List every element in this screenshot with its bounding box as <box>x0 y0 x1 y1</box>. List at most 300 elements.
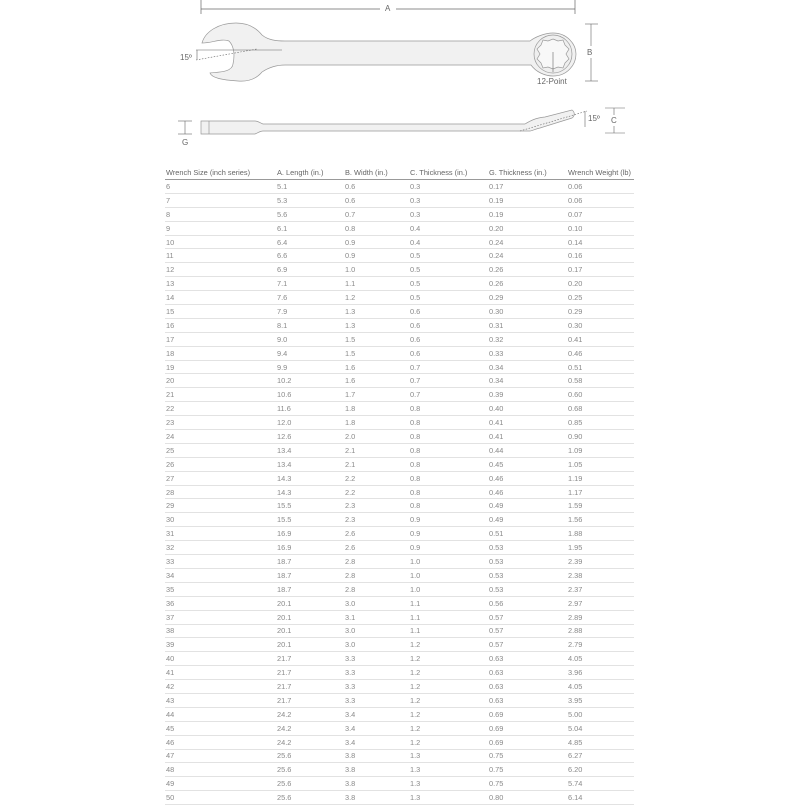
cell-length: 18.7 <box>276 582 344 596</box>
table-row <box>165 180 634 194</box>
table-row <box>165 791 634 805</box>
table-row <box>165 485 634 499</box>
cell-weight: 1.56 <box>567 513 634 527</box>
cell-g-thickness: 0.53 <box>488 568 567 582</box>
dimension-g-label: G <box>182 138 189 147</box>
cell-weight: 1.05 <box>567 457 634 471</box>
cell-c-thickness: 0.7 <box>409 374 488 388</box>
cell-c-thickness: 0.9 <box>409 541 488 555</box>
table-row <box>165 332 634 346</box>
cell-weight: 0.85 <box>567 416 634 430</box>
cell-width: 1.3 <box>344 318 409 332</box>
cell-weight: 0.14 <box>567 235 634 249</box>
table-row <box>165 235 634 249</box>
cell-wrench-size: 40 <box>165 652 276 666</box>
table-row <box>165 374 634 388</box>
cell-g-thickness: 0.24 <box>488 249 567 263</box>
table-row <box>165 471 634 485</box>
cell-c-thickness: 1.0 <box>409 568 488 582</box>
cell-width: 1.8 <box>344 402 409 416</box>
cell-g-thickness: 0.69 <box>488 721 567 735</box>
cell-weight: 2.79 <box>567 638 634 652</box>
cell-length: 12.0 <box>276 416 344 430</box>
table-row <box>165 388 634 402</box>
cell-width: 2.6 <box>344 527 409 541</box>
cell-width: 1.5 <box>344 332 409 346</box>
cell-c-thickness: 1.2 <box>409 707 488 721</box>
cell-width: 3.3 <box>344 666 409 680</box>
wrench-drawing <box>0 0 800 160</box>
header-g-thickness: G. Thickness (in.) <box>488 166 567 180</box>
table-row <box>165 652 634 666</box>
cell-width: 1.8 <box>344 416 409 430</box>
cell-wrench-size: 30 <box>165 513 276 527</box>
cell-c-thickness: 1.2 <box>409 638 488 652</box>
cell-c-thickness: 1.2 <box>409 652 488 666</box>
cell-c-thickness: 0.5 <box>409 249 488 263</box>
cell-c-thickness: 0.5 <box>409 263 488 277</box>
cell-wrench-size: 43 <box>165 693 276 707</box>
cell-length: 11.6 <box>276 402 344 416</box>
cell-g-thickness: 0.57 <box>488 610 567 624</box>
cell-length: 15.5 <box>276 513 344 527</box>
cell-width: 3.1 <box>344 610 409 624</box>
cell-width: 3.0 <box>344 596 409 610</box>
table-row <box>165 318 634 332</box>
cell-wrench-size: 45 <box>165 721 276 735</box>
cell-g-thickness: 0.57 <box>488 638 567 652</box>
cell-length: 16.9 <box>276 541 344 555</box>
cell-g-thickness: 0.39 <box>488 388 567 402</box>
cell-g-thickness: 0.63 <box>488 680 567 694</box>
cell-weight: 0.90 <box>567 430 634 444</box>
cell-length: 16.9 <box>276 527 344 541</box>
cell-length: 24.2 <box>276 707 344 721</box>
table-row <box>165 457 634 471</box>
cell-wrench-size: 49 <box>165 777 276 791</box>
cell-wrench-size: 32 <box>165 541 276 555</box>
cell-g-thickness: 0.75 <box>488 749 567 763</box>
cell-weight: 0.16 <box>567 249 634 263</box>
cell-c-thickness: 0.4 <box>409 221 488 235</box>
cell-g-thickness: 0.34 <box>488 360 567 374</box>
cell-length: 7.1 <box>276 277 344 291</box>
table-row <box>165 527 634 541</box>
cell-c-thickness: 1.1 <box>409 596 488 610</box>
cell-width: 3.0 <box>344 624 409 638</box>
cell-g-thickness: 0.46 <box>488 485 567 499</box>
table-row <box>165 763 634 777</box>
cell-width: 3.4 <box>344 707 409 721</box>
cell-width: 0.6 <box>344 180 409 194</box>
cell-c-thickness: 0.7 <box>409 388 488 402</box>
cell-wrench-size: 13 <box>165 277 276 291</box>
cell-weight: 1.95 <box>567 541 634 555</box>
cell-g-thickness: 0.63 <box>488 666 567 680</box>
cell-g-thickness: 0.41 <box>488 416 567 430</box>
cell-c-thickness: 0.6 <box>409 318 488 332</box>
cell-width: 1.3 <box>344 305 409 319</box>
cell-wrench-size: 33 <box>165 555 276 569</box>
cell-c-thickness: 1.3 <box>409 791 488 805</box>
cell-weight: 1.88 <box>567 527 634 541</box>
cell-weight: 1.19 <box>567 471 634 485</box>
cell-wrench-size: 10 <box>165 235 276 249</box>
cell-width: 1.1 <box>344 277 409 291</box>
cell-g-thickness: 0.30 <box>488 305 567 319</box>
cell-wrench-size: 16 <box>165 318 276 332</box>
table-row <box>165 777 634 791</box>
cell-wrench-size: 8 <box>165 207 276 221</box>
cell-g-thickness: 0.49 <box>488 513 567 527</box>
table-row <box>165 541 634 555</box>
cell-length: 6.4 <box>276 235 344 249</box>
cell-weight: 0.29 <box>567 305 634 319</box>
header-length: A. Length (in.) <box>276 166 344 180</box>
cell-weight: 1.09 <box>567 443 634 457</box>
cell-width: 2.2 <box>344 485 409 499</box>
open-end-angle-label: 15º <box>180 53 192 62</box>
cell-width: 3.3 <box>344 680 409 694</box>
cell-length: 20.1 <box>276 596 344 610</box>
cell-wrench-size: 35 <box>165 582 276 596</box>
cell-wrench-size: 21 <box>165 388 276 402</box>
cell-weight: 0.17 <box>567 263 634 277</box>
cell-c-thickness: 1.2 <box>409 693 488 707</box>
cell-weight: 0.25 <box>567 291 634 305</box>
cell-width: 2.0 <box>344 430 409 444</box>
cell-g-thickness: 0.33 <box>488 346 567 360</box>
cell-length: 9.4 <box>276 346 344 360</box>
cell-width: 2.2 <box>344 471 409 485</box>
cell-wrench-size: 19 <box>165 360 276 374</box>
cell-weight: 3.96 <box>567 666 634 680</box>
cell-length: 10.2 <box>276 374 344 388</box>
cell-c-thickness: 0.3 <box>409 193 488 207</box>
wrench-spec-table <box>165 166 634 805</box>
cell-weight: 0.30 <box>567 318 634 332</box>
cell-width: 2.8 <box>344 568 409 582</box>
header-wrench-size: Wrench Size (inch series) <box>165 166 276 180</box>
cell-g-thickness: 0.45 <box>488 457 567 471</box>
cell-length: 25.6 <box>276 777 344 791</box>
cell-wrench-size: 27 <box>165 471 276 485</box>
table-row <box>165 346 634 360</box>
cell-c-thickness: 1.3 <box>409 763 488 777</box>
cell-c-thickness: 0.6 <box>409 332 488 346</box>
cell-g-thickness: 0.24 <box>488 235 567 249</box>
cell-length: 20.1 <box>276 624 344 638</box>
cell-width: 1.6 <box>344 374 409 388</box>
dimension-a-label: A <box>385 4 391 13</box>
cell-c-thickness: 0.7 <box>409 360 488 374</box>
cell-width: 3.3 <box>344 652 409 666</box>
cell-c-thickness: 0.8 <box>409 443 488 457</box>
cell-c-thickness: 0.6 <box>409 305 488 319</box>
cell-width: 0.7 <box>344 207 409 221</box>
cell-wrench-size: 25 <box>165 443 276 457</box>
cell-width: 1.6 <box>344 360 409 374</box>
cell-wrench-size: 23 <box>165 416 276 430</box>
table-row <box>165 360 634 374</box>
cell-length: 21.7 <box>276 693 344 707</box>
cell-g-thickness: 0.80 <box>488 791 567 805</box>
cell-width: 2.1 <box>344 457 409 471</box>
cell-width: 1.0 <box>344 263 409 277</box>
table-row <box>165 416 634 430</box>
header-weight: Wrench Weight (lb) <box>567 166 634 180</box>
cell-length: 20.1 <box>276 610 344 624</box>
cell-weight: 0.06 <box>567 193 634 207</box>
cell-wrench-size: 31 <box>165 527 276 541</box>
cell-length: 18.7 <box>276 568 344 582</box>
cell-weight: 0.20 <box>567 277 634 291</box>
table-row <box>165 707 634 721</box>
cell-wrench-size: 28 <box>165 485 276 499</box>
cell-width: 0.8 <box>344 221 409 235</box>
cell-length: 13.4 <box>276 443 344 457</box>
cell-wrench-size: 48 <box>165 763 276 777</box>
cell-c-thickness: 0.8 <box>409 499 488 513</box>
cell-c-thickness: 1.2 <box>409 721 488 735</box>
cell-length: 5.3 <box>276 193 344 207</box>
header-c-thickness: C. Thickness (in.) <box>409 166 488 180</box>
cell-c-thickness: 0.9 <box>409 527 488 541</box>
cell-c-thickness: 1.3 <box>409 749 488 763</box>
table-row <box>165 693 634 707</box>
cell-wrench-size: 47 <box>165 749 276 763</box>
cell-width: 2.3 <box>344 499 409 513</box>
cell-weight: 6.20 <box>567 763 634 777</box>
cell-width: 3.3 <box>344 693 409 707</box>
cell-weight: 1.59 <box>567 499 634 513</box>
cell-wrench-size: 29 <box>165 499 276 513</box>
cell-length: 6.6 <box>276 249 344 263</box>
cell-wrench-size: 26 <box>165 457 276 471</box>
cell-length: 7.9 <box>276 305 344 319</box>
cell-length: 21.7 <box>276 680 344 694</box>
table-row <box>165 610 634 624</box>
cell-length: 14.3 <box>276 471 344 485</box>
cell-weight: 0.51 <box>567 360 634 374</box>
cell-length: 5.1 <box>276 180 344 194</box>
cell-wrench-size: 17 <box>165 332 276 346</box>
cell-wrench-size: 24 <box>165 430 276 444</box>
cell-wrench-size: 6 <box>165 180 276 194</box>
cell-length: 5.6 <box>276 207 344 221</box>
cell-length: 15.5 <box>276 499 344 513</box>
cell-wrench-size: 18 <box>165 346 276 360</box>
cell-g-thickness: 0.26 <box>488 263 567 277</box>
cell-width: 3.4 <box>344 735 409 749</box>
cell-c-thickness: 0.3 <box>409 180 488 194</box>
cell-g-thickness: 0.26 <box>488 277 567 291</box>
cell-weight: 2.37 <box>567 582 634 596</box>
table-row <box>165 735 634 749</box>
cell-g-thickness: 0.19 <box>488 207 567 221</box>
cell-c-thickness: 1.1 <box>409 610 488 624</box>
cell-c-thickness: 0.8 <box>409 430 488 444</box>
cell-g-thickness: 0.69 <box>488 707 567 721</box>
table-row <box>165 596 634 610</box>
cell-g-thickness: 0.53 <box>488 582 567 596</box>
cell-c-thickness: 1.2 <box>409 735 488 749</box>
cell-length: 18.7 <box>276 555 344 569</box>
cell-g-thickness: 0.29 <box>488 291 567 305</box>
cell-g-thickness: 0.40 <box>488 402 567 416</box>
cell-wrench-size: 37 <box>165 610 276 624</box>
cell-g-thickness: 0.51 <box>488 527 567 541</box>
cell-wrench-size: 15 <box>165 305 276 319</box>
table-row <box>165 638 634 652</box>
cell-c-thickness: 0.8 <box>409 402 488 416</box>
cell-width: 1.7 <box>344 388 409 402</box>
table-row <box>165 666 634 680</box>
cell-length: 6.1 <box>276 221 344 235</box>
header-width: B. Width (in.) <box>344 166 409 180</box>
table-row <box>165 291 634 305</box>
cell-g-thickness: 0.63 <box>488 652 567 666</box>
dimension-b-label: B <box>587 48 593 57</box>
table-row <box>165 207 634 221</box>
cell-weight: 6.27 <box>567 749 634 763</box>
cell-g-thickness: 0.53 <box>488 541 567 555</box>
cell-weight: 2.88 <box>567 624 634 638</box>
cell-wrench-size: 50 <box>165 791 276 805</box>
cell-length: 25.6 <box>276 791 344 805</box>
table-row <box>165 568 634 582</box>
cell-width: 2.3 <box>344 513 409 527</box>
cell-g-thickness: 0.69 <box>488 735 567 749</box>
cell-g-thickness: 0.32 <box>488 332 567 346</box>
cell-length: 24.2 <box>276 721 344 735</box>
cell-c-thickness: 1.2 <box>409 666 488 680</box>
table-row <box>165 680 634 694</box>
cell-c-thickness: 0.4 <box>409 235 488 249</box>
table-row <box>165 430 634 444</box>
cell-weight: 1.17 <box>567 485 634 499</box>
cell-weight: 4.05 <box>567 652 634 666</box>
cell-width: 0.9 <box>344 235 409 249</box>
cell-weight: 2.97 <box>567 596 634 610</box>
cell-g-thickness: 0.19 <box>488 193 567 207</box>
cell-weight: 0.07 <box>567 207 634 221</box>
table-row <box>165 402 634 416</box>
cell-wrench-size: 9 <box>165 221 276 235</box>
cell-wrench-size: 34 <box>165 568 276 582</box>
cell-c-thickness: 0.8 <box>409 416 488 430</box>
cell-g-thickness: 0.75 <box>488 777 567 791</box>
cell-weight: 4.05 <box>567 680 634 694</box>
cell-g-thickness: 0.31 <box>488 318 567 332</box>
cell-c-thickness: 1.2 <box>409 680 488 694</box>
cell-weight: 5.04 <box>567 721 634 735</box>
cell-length: 14.3 <box>276 485 344 499</box>
cell-c-thickness: 0.8 <box>409 471 488 485</box>
cell-wrench-size: 39 <box>165 638 276 652</box>
cell-weight: 0.68 <box>567 402 634 416</box>
cell-c-thickness: 0.8 <box>409 485 488 499</box>
cell-c-thickness: 0.5 <box>409 277 488 291</box>
cell-g-thickness: 0.46 <box>488 471 567 485</box>
table-row <box>165 263 634 277</box>
cell-weight: 2.38 <box>567 568 634 582</box>
cell-weight: 0.58 <box>567 374 634 388</box>
table-row <box>165 721 634 735</box>
cell-width: 0.9 <box>344 249 409 263</box>
cell-length: 10.6 <box>276 388 344 402</box>
table-row <box>165 624 634 638</box>
wrench-diagram <box>0 0 800 160</box>
cell-g-thickness: 0.49 <box>488 499 567 513</box>
cell-weight: 2.89 <box>567 610 634 624</box>
cell-g-thickness: 0.20 <box>488 221 567 235</box>
box-type-label: 12-Point <box>537 77 567 86</box>
cell-length: 13.4 <box>276 457 344 471</box>
cell-g-thickness: 0.44 <box>488 443 567 457</box>
cell-width: 3.4 <box>344 721 409 735</box>
cell-length: 8.1 <box>276 318 344 332</box>
cell-width: 2.8 <box>344 555 409 569</box>
cell-length: 9.0 <box>276 332 344 346</box>
cell-width: 3.8 <box>344 791 409 805</box>
cell-wrench-size: 42 <box>165 680 276 694</box>
cell-width: 3.0 <box>344 638 409 652</box>
table-row <box>165 277 634 291</box>
cell-length: 7.6 <box>276 291 344 305</box>
table-header-row <box>165 166 634 180</box>
cell-c-thickness: 0.3 <box>409 207 488 221</box>
cell-width: 3.8 <box>344 777 409 791</box>
cell-g-thickness: 0.17 <box>488 180 567 194</box>
cell-length: 24.2 <box>276 735 344 749</box>
cell-length: 12.6 <box>276 430 344 444</box>
cell-length: 20.1 <box>276 638 344 652</box>
cell-weight: 0.46 <box>567 346 634 360</box>
box-end-angle-label: 15º <box>588 114 600 123</box>
cell-width: 2.6 <box>344 541 409 555</box>
cell-c-thickness: 1.3 <box>409 777 488 791</box>
cell-g-thickness: 0.56 <box>488 596 567 610</box>
cell-wrench-size: 36 <box>165 596 276 610</box>
cell-c-thickness: 0.6 <box>409 346 488 360</box>
cell-wrench-size: 12 <box>165 263 276 277</box>
cell-weight: 0.10 <box>567 221 634 235</box>
cell-wrench-size: 7 <box>165 193 276 207</box>
table-row <box>165 249 634 263</box>
cell-weight: 5.74 <box>567 777 634 791</box>
cell-g-thickness: 0.63 <box>488 693 567 707</box>
cell-weight: 6.14 <box>567 791 634 805</box>
table-row <box>165 305 634 319</box>
table-row <box>165 499 634 513</box>
cell-length: 25.6 <box>276 749 344 763</box>
cell-wrench-size: 20 <box>165 374 276 388</box>
cell-g-thickness: 0.75 <box>488 763 567 777</box>
cell-c-thickness: 1.0 <box>409 582 488 596</box>
cell-width: 3.8 <box>344 763 409 777</box>
cell-width: 2.1 <box>344 443 409 457</box>
table-row <box>165 582 634 596</box>
cell-c-thickness: 0.8 <box>409 457 488 471</box>
cell-wrench-size: 44 <box>165 707 276 721</box>
cell-wrench-size: 14 <box>165 291 276 305</box>
cell-length: 25.6 <box>276 763 344 777</box>
table-row <box>165 443 634 457</box>
cell-weight: 3.95 <box>567 693 634 707</box>
cell-wrench-size: 38 <box>165 624 276 638</box>
cell-wrench-size: 11 <box>165 249 276 263</box>
